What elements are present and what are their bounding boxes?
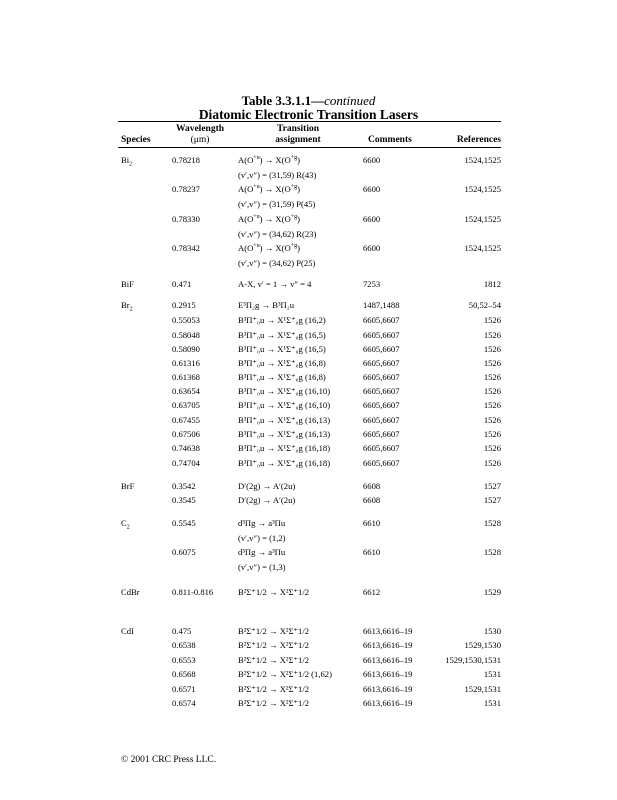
species-cell — [121, 626, 134, 636]
comments-cell: 6605,6607 — [363, 458, 400, 468]
references-cell: 1529,1530,1531 — [445, 655, 501, 665]
assignment-cell: (v′,v″) = (31,59) R(43) — [238, 170, 317, 180]
comments-cell: 6608 — [363, 481, 381, 491]
assignment-cell: B²Σ⁺1/2 → X²Σ⁺1/2 — [238, 640, 310, 650]
wavelength-cell: 0.5545 — [172, 518, 196, 528]
species-cell — [121, 155, 133, 168]
comments-cell: 6613,6616–19 — [363, 655, 413, 665]
references-cell: 1812 — [483, 279, 501, 289]
wavelength-cell: 0.67506 — [172, 429, 200, 439]
assignment-text: ) — [297, 214, 300, 224]
species-cell — [121, 518, 130, 531]
wavelength-cell: 0.2915 — [172, 300, 196, 310]
comments-cell: 6605,6607 — [363, 443, 400, 453]
comments-cell: 6600 — [363, 243, 381, 253]
references-cell: 1529 — [483, 587, 501, 597]
wavelength-cell: 0.475 — [172, 626, 192, 636]
comments-cell: 6610 — [363, 518, 381, 528]
assignment-cell: B³Π⁺₀u → X¹Σ⁺₀g (16,2) — [238, 315, 326, 325]
header-top-rule — [118, 121, 501, 122]
comments-cell: 1487,1488 — [363, 300, 400, 310]
assignment-cell: B³Π⁺₀u → X¹Σ⁺₀g (16,18) — [238, 458, 331, 468]
assignment-text: ) — [297, 155, 300, 165]
species-name: Br — [121, 300, 130, 310]
wavelength-cell: 0.67455 — [172, 415, 200, 425]
comments-cell: 6605,6607 — [363, 429, 400, 439]
comments-cell: 6600 — [363, 155, 381, 165]
assignment-cell: (v′,v″) = (34,62) R(23) — [238, 229, 317, 239]
assignment-cell: (v′,v″) = (34,62) P(25) — [238, 258, 316, 268]
assignment-superscript: +u — [253, 184, 260, 191]
assignment-text: A(O — [238, 243, 254, 253]
assignment-cell — [238, 214, 300, 224]
wavelength-cell: 0.58090 — [172, 344, 200, 354]
references-cell: 1531 — [483, 698, 501, 708]
assignment-cell: B²Σ⁺1/2 → X²Σ⁺1/2 — [238, 698, 310, 708]
assignment-cell: B³Π⁺₀u → X¹Σ⁺₀g (16,13) — [238, 429, 331, 439]
assignment-cell: d³Πg → a³Πu — [238, 547, 286, 557]
references-cell: 1527 — [483, 495, 501, 505]
species-name: BrF — [121, 481, 135, 491]
assignment-text: ) → X(O — [259, 243, 291, 253]
comments-cell: 6608 — [363, 495, 381, 505]
assignment-cell: B³Π⁺₀u → X¹Σ⁺₀g (16,5) — [238, 330, 326, 340]
references-cell: 1528 — [483, 547, 501, 557]
table-subtitle: Diatomic Electronic Transition Lasers — [198, 107, 419, 122]
assignment-cell: B³Π⁺₀u → X¹Σ⁺₀g (16,13) — [238, 415, 331, 425]
wavelength-cell: 0.6568 — [172, 669, 196, 679]
comments-cell: 6613,6616–19 — [363, 669, 413, 679]
assignment-cell: B³Π⁺₀u → X¹Σ⁺₀g (16,8) — [238, 358, 326, 368]
species-subscript: 2 — [129, 306, 133, 313]
comments-cell: 6613,6616–19 — [363, 698, 413, 708]
assignment-cell: D′(2g) → A′(2u) — [238, 495, 296, 505]
assignment-cell: (v′,v″) = (1,2) — [238, 533, 286, 543]
species-subscript: 2 — [126, 524, 130, 531]
assignment-cell: A-X, v′ = 1 → v″ = 4 — [238, 279, 312, 289]
species-subscript: 2 — [129, 161, 133, 168]
references-cell: 1526 — [483, 386, 501, 396]
comments-cell: 6600 — [363, 214, 381, 224]
assignment-cell: (v′,v″) = (1,3) — [238, 562, 286, 572]
assignment-cell: B²Σ⁺1/2 → X²Σ⁺1/2 (1,62) — [238, 669, 332, 679]
assignment-superscript: +g — [290, 155, 298, 162]
references-cell: 1526 — [483, 330, 501, 340]
comments-cell: 6605,6607 — [363, 400, 400, 410]
comments-cell: 7253 — [363, 279, 381, 289]
comments-cell: 6613,6616–19 — [363, 626, 413, 636]
assignment-cell: B²Σ⁺1/2 → X²Σ⁺1/2 — [238, 626, 310, 636]
comments-header: Comments — [368, 135, 412, 145]
references-cell: 1526 — [483, 400, 501, 410]
assignment-cell: B³Π⁺₀u → X¹Σ⁺₀g (16,5) — [238, 344, 326, 354]
comments-cell: 6612 — [363, 587, 381, 597]
assignment-cell: B²Σ⁺1/2 → X²Σ⁺1/2 — [238, 587, 310, 597]
comments-cell: 6605,6607 — [363, 358, 400, 368]
assignment-cell: B²Σ⁺1/2 → X²Σ⁺1/2 — [238, 655, 310, 665]
comments-cell: 6605,6607 — [363, 415, 400, 425]
wavelength-cell: 0.471 — [172, 279, 192, 289]
references-cell: 1526 — [483, 358, 501, 368]
wavelength-cell: 0.3545 — [172, 495, 196, 505]
assignment-text: A(O — [238, 214, 254, 224]
copyright-footer: © 2001 CRC Press LLC. — [121, 755, 217, 765]
comments-cell: 6605,6607 — [363, 330, 400, 340]
transition-header: Transition assignment — [275, 124, 321, 145]
assignment-text: A(O — [238, 155, 254, 165]
comments-cell: 6605,6607 — [363, 386, 400, 396]
assignment-text: A(O — [238, 184, 254, 194]
references-cell: 1526 — [483, 344, 501, 354]
table-title: Table 3.3.1.1—continued — [241, 93, 376, 108]
references-cell: 1526 — [483, 429, 501, 439]
comments-cell: 6610 — [363, 547, 381, 557]
comments-cell: 6613,6616–19 — [363, 640, 413, 650]
assignment-text: ) — [297, 243, 300, 253]
comments-cell: 6613,6616–19 — [363, 684, 413, 694]
references-cell: 1526 — [483, 458, 501, 468]
species-name: BiF — [121, 279, 134, 289]
assignment-cell: B²Σ⁺1/2 → X²Σ⁺1/2 — [238, 684, 310, 694]
assignment-cell: E³Π₂g → B³Π₂u — [238, 300, 295, 310]
references-cell: 1529,1531 — [464, 684, 501, 694]
assignment-text: ) — [297, 184, 300, 194]
references-cell: 1527 — [483, 481, 501, 491]
species-name: CdBr — [121, 587, 140, 597]
comments-cell: 6605,6607 — [363, 344, 400, 354]
wavelength-cell: 0.6571 — [172, 684, 196, 694]
species-cell — [121, 481, 134, 491]
assignment-cell — [238, 184, 300, 194]
assignment-superscript: +g — [290, 243, 298, 250]
species-cell — [121, 279, 134, 289]
species-name: CdI — [121, 626, 134, 636]
wavelength-cell: 0.6574 — [172, 698, 196, 708]
wavelength-cell: 0.78342 — [172, 243, 200, 253]
assignment-cell: B³Π⁺₀u → X¹Σ⁺₀g (16,10) — [238, 386, 331, 396]
wavelength-cell: 0.74704 — [172, 458, 200, 468]
assignment-cell: B³Π⁺₀u → X¹Σ⁺₀g (16,18) — [238, 443, 331, 453]
wavelength-cell: 0.78330 — [172, 214, 200, 224]
references-header: References — [456, 135, 501, 145]
species-cell — [121, 300, 133, 313]
species-header: Species — [121, 135, 151, 145]
references-cell: 1530 — [483, 626, 501, 636]
assignment-text: ) → X(O — [259, 214, 291, 224]
species-name: C — [121, 518, 127, 528]
wavelength-cell: 0.811-0.816 — [172, 587, 214, 597]
assignment-cell: (v′,v″) = (31,59) P(45) — [238, 199, 316, 209]
wavelength-cell: 0.78218 — [172, 155, 200, 165]
references-cell: 1524,1525 — [464, 184, 501, 194]
assignment-text: ) → X(O — [259, 184, 291, 194]
assignment-cell: B³Π⁺₀u → X¹Σ⁺₀g (16,10) — [238, 400, 331, 410]
references-cell: 1526 — [483, 443, 501, 453]
header-bottom-rule — [118, 147, 501, 148]
references-cell: 1526 — [483, 315, 501, 325]
references-cell: 1526 — [483, 415, 501, 425]
assignment-cell — [238, 155, 300, 165]
assignment-superscript: +u — [253, 243, 260, 250]
assignment-cell — [238, 243, 300, 253]
assignment-superscript: +g — [290, 184, 298, 191]
wavelength-cell: 0.55053 — [172, 315, 200, 325]
references-cell: 1528 — [483, 518, 501, 528]
wavelength-cell: 0.61368 — [172, 372, 200, 382]
references-cell: 1524,1525 — [464, 155, 501, 165]
assignment-cell: B³Π⁺₀u → X¹Σ⁺₀g (16,8) — [238, 372, 326, 382]
species-name: Bi — [121, 155, 130, 165]
references-cell: 1529,1530 — [464, 640, 501, 650]
species-cell — [121, 587, 140, 597]
wavelength-cell: 0.78237 — [172, 184, 200, 194]
comments-cell: 6605,6607 — [363, 315, 400, 325]
references-cell: 1524,1525 — [464, 243, 501, 253]
wavelength-cell: 0.58048 — [172, 330, 200, 340]
wavelength-cell: 0.6553 — [172, 655, 196, 665]
wavelength-cell: 0.6538 — [172, 640, 196, 650]
wavelength-cell: 0.63654 — [172, 386, 200, 396]
assignment-superscript: +u — [253, 214, 260, 221]
assignment-superscript: +g — [290, 214, 298, 221]
assignment-cell: d³Πg → a³Πu — [238, 518, 286, 528]
references-cell: 1531 — [483, 669, 501, 679]
assignment-superscript: +u — [253, 155, 260, 162]
comments-cell: 6605,6607 — [363, 372, 400, 382]
wavelength-cell: 0.6075 — [172, 547, 196, 557]
assignment-cell: D′(2g) → A′(2u) — [238, 481, 296, 491]
references-cell: 1524,1525 — [464, 214, 501, 224]
comments-cell: 6600 — [363, 184, 381, 194]
references-cell: 50,52–54 — [468, 300, 501, 310]
wavelength-header: Wavelength (μm) — [175, 124, 225, 145]
references-cell: 1526 — [483, 372, 501, 382]
wavelength-cell: 0.63705 — [172, 400, 200, 410]
wavelength-cell: 0.74638 — [172, 443, 200, 453]
wavelength-cell: 0.61316 — [172, 358, 200, 368]
assignment-text: ) → X(O — [259, 155, 291, 165]
wavelength-cell: 0.3542 — [172, 481, 196, 491]
